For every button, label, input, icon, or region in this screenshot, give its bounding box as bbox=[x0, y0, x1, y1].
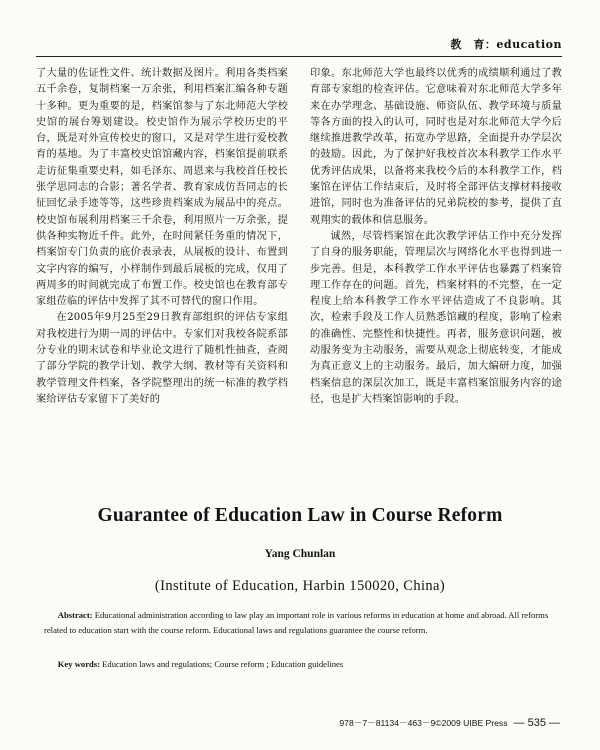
author-name: Yang Chunlan bbox=[264, 548, 336, 560]
right-paragraph-2: 诚然，尽管档案馆在此次教学评估工作中充分发挥了自身的服务职能，管理层次与网络化水平也得到进一步完善。但是，本科教学工作水平评估也暴露了档案管理工作存在的问题。首先，档案材料的不完整，在一定程度上给本科教学工作水平评估造成了不良影响。其次，检索手段及工作人员熟悉馆藏的程度，影响了检索的准确性、完整性和快捷性。再者，服务意识问题，被动服务变为主动服务，需要从观念上彻底转变，才能成为真正意义上的主动服务。最后，加大编研力度，加强档案信息的深层次加工，既是丰富档案馆服务内容的途径，也是扩大档案馆影响的手段。 bbox=[310, 230, 562, 405]
left-paragraph-2: 在2005年9月25至29日教育部组织的评估专家组对我校进行为期一周的评估中。专家们对我校各院系部分专业的期末试卷和毕业论文进行了随机性抽查，查阅了部分学院的教学计划、教学大纲、教材等有关资料和教学管理文件档案，各学院整理出的统一标准的教学档案给评估专家留下了美好的 bbox=[36, 312, 288, 405]
running-header bbox=[36, 34, 562, 57]
affiliation: (Institute of Education, Harbin 150020, China) bbox=[154, 578, 446, 594]
abstract-label: Abstract: bbox=[57, 610, 93, 620]
abstract bbox=[44, 608, 564, 638]
right-column bbox=[310, 66, 562, 466]
isbn-text: 978－7－81134－463－9©2009 UIBE Press bbox=[339, 718, 508, 728]
running-title: 教 育：education bbox=[450, 38, 562, 51]
keywords bbox=[44, 657, 564, 671]
body-columns bbox=[36, 66, 562, 466]
keywords-label: Key words: bbox=[57, 659, 100, 669]
page-number: — 535 — bbox=[513, 717, 560, 729]
left-paragraph-1: 了大量的佐证性文件、统计数据及图片。利用各类档案五千余卷，复制档案一万余张，利用档案汇编各种专题十多种。更为重要的是，档案馆参与了东北师范大学校史馆的展台筹划建设。校史馆作为展示学校历史的平台，既是对外宣传校史的窗口，又是对学生进行爱校教育的基地。为了丰富校史馆馆藏内容，档案馆提前联系走访征集重要史料，如毛泽东、周恩来与我校首任校长张学思同志的合影；著名学者、教育家成仿吾同志的长征回忆录手迹等等，这些珍贵档案成为展品中的亮点。校史馆布展利用档案三千余卷，利用照片一万余张，提供各种实物近千件。此外，在时间紧任务重的情况下，档案馆专门负责的底价表录表，从展板的设计、布置到文字内容的编写，小样制作到最后展板的完成，仅用了两周多的时间就完成了布置工作。校史馆也在教育部专家组莅临的评估中发挥了其不可替代的窗口作用。 bbox=[36, 68, 288, 308]
right-paragraph-1: 印象。东北师范大学也最终以优秀的成绩顺利通过了教育部专家组的检查评估。它意味着对东北师范大学多年来在办学理念、基础设施、师资队伍、教学环境与质量等各方面的投入的认可，同时也是对东北师范大学今后继续推进教学改革，拓宽办学思路，全面提升办学层次的鼓励。因此，为了保护好我校首次本科教学工作水平优秀评估成果，以备将来我校今后的本科教学工作，档案馆在评估工作结束后，及时将全部评估支撑材料接收进馆，同时也为准备评估的兄弟院校的参考，提供了直观翔实的载体和信息服务。 bbox=[310, 68, 562, 226]
left-column bbox=[36, 66, 288, 466]
english-title: Guarantee of Education Law in Course Reform bbox=[97, 505, 503, 526]
keywords-text: Education laws and regulations; Course reform ; Education guidelines bbox=[100, 659, 344, 669]
page-footer bbox=[339, 717, 560, 729]
abstract-text: Educational administration according to law play an important role in various reforms in education at home and abroad. All reforms related to education start with the course reform. Educational laws and regulations guarantee the course reform. bbox=[44, 610, 549, 635]
